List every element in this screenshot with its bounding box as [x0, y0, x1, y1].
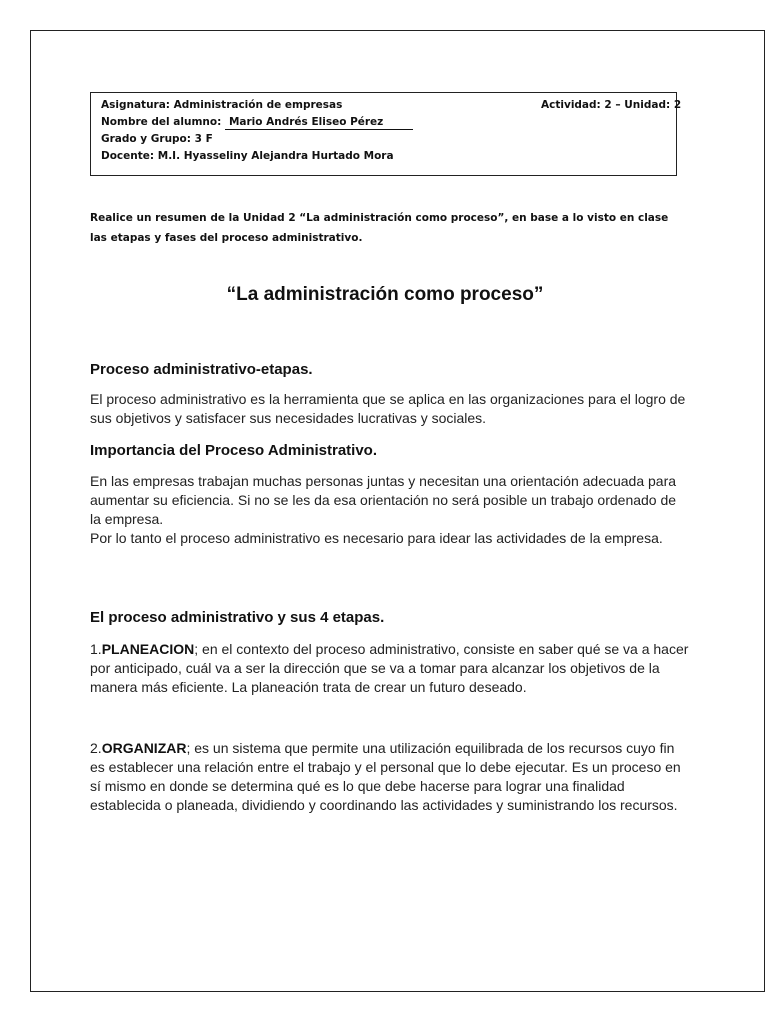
section-paragraph-importancia-1: En las empresas trabajan muchas personas juntas y necesitan una orientación adecuada para aumentar su eficiencia. Si no se les da esa orientación no será posible un trabajo ordenado de la empresa.: [90, 473, 677, 527]
step-text-planeacion: ; en el contexto del proceso administrativo, consiste en saber qué se va a hacer por anticipado, cuál va a ser la dirección que se va a tomar para alcanzar los objetivos de la manera más eficiente. La planeación trata de crear un futuro deseado.: [90, 641, 689, 695]
section-heading-importancia: Importancia del Proceso Administrativo.: [90, 442, 378, 459]
group-text: Grado y Grupo: 3 F: [101, 133, 213, 145]
teacher-text: Docente: M.I. Hyasseliny Alejandra Hurtado Mora: [101, 150, 394, 162]
student-name: Mario Andrés Eliseo Pérez: [225, 116, 413, 130]
step-text-organizar: ; es un sistema que permite una utilización equilibrada de los recursos cuyo fin es establecer una relación entre el trabajo y el personal que lo debe ejecutar. Es un proceso en sí mismo en donde se determina qué es lo que debe hacerse para lograr una finalidad establecida o planeada, dividiendo y coordinando las actividades y suministrando los recursos.: [90, 740, 681, 813]
activity-text: Actividad: 2 – Unidad: 2: [541, 99, 682, 111]
section-paragraph-etapas: El proceso administrativo es la herramienta que se aplica en las organizaciones para el logro de sus objetivos y satisfacer sus necesidades lucrativas y sociales.: [90, 391, 686, 426]
step-keyword-planeacion: PLANEACION: [101, 641, 195, 657]
subject-text: Asignatura: Administración de empresas: [101, 99, 343, 111]
step-organizar: [90, 739, 690, 815]
section-heading-etapas: Proceso administrativo-etapas.: [90, 361, 313, 378]
section-paragraph-importancia-2: Por lo tanto el proceso administrativo es necesario para idear las actividades de la empresa.: [90, 530, 663, 546]
step-planeacion: [90, 640, 690, 697]
page-title: “La administración como proceso”: [226, 284, 544, 305]
step-number: 1.: [90, 641, 102, 657]
student-label: Nombre del alumno:: [101, 116, 225, 128]
header-student-line: [101, 114, 676, 131]
header-info-box: [90, 92, 682, 176]
instruction-text: Realice un resumen de la Unidad 2 “La administración como proceso”, en base a lo visto en clase las etapas y fases del proceso administrativo.: [90, 212, 669, 244]
section-heading-4-etapas: El proceso administrativo y sus 4 etapas.: [90, 609, 385, 626]
header-subject-line: [101, 97, 682, 114]
step-number: 2.: [90, 740, 102, 756]
step-keyword-organizar: ORGANIZAR: [101, 740, 187, 756]
